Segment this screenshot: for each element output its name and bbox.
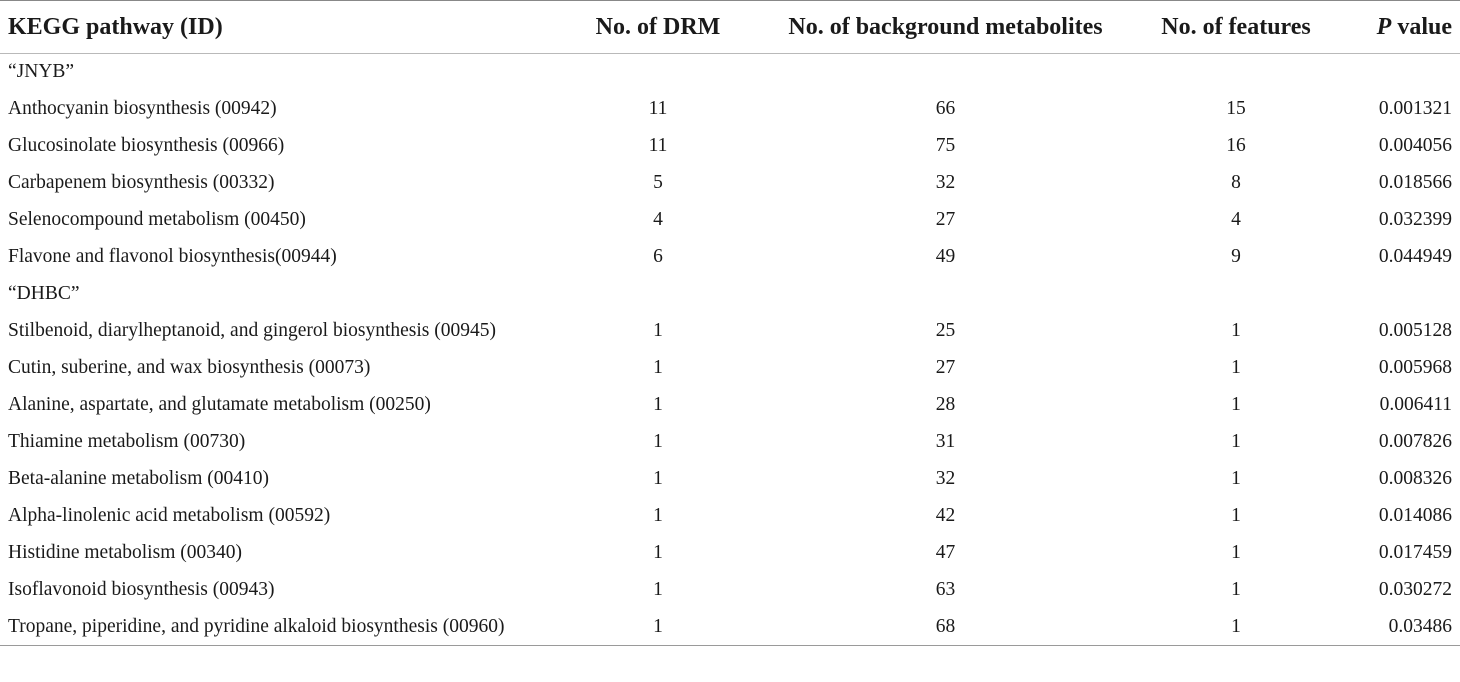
background-count: 66	[935, 97, 956, 119]
header-p-rest: value	[1391, 13, 1452, 40]
feature-count: 1	[1231, 541, 1241, 563]
background-count: 47	[935, 541, 956, 563]
pathway-name: Glucosinolate biosynthesis (00966)	[8, 134, 285, 156]
background-count: 63	[935, 578, 956, 600]
table-row	[0, 90, 1460, 127]
feature-count: 1	[1138, 608, 1334, 646]
group-label: “JNYB”	[8, 61, 75, 82]
group-label-row	[0, 54, 1460, 91]
table-row	[0, 164, 1460, 201]
feature-count: 1	[1231, 430, 1241, 452]
table-row	[0, 497, 1460, 534]
p-value: 0.018566	[1378, 171, 1452, 193]
drm-count: 1	[563, 608, 753, 646]
header-pathway: KEGG pathway (ID)	[0, 1, 563, 54]
header-drm: No. of DRM	[563, 1, 753, 54]
background-count: 27	[935, 356, 956, 378]
table-row	[0, 349, 1460, 386]
p-value: 0.03486	[1334, 608, 1460, 646]
header-background: No. of background metabolites	[753, 1, 1138, 54]
pathway-name: Tropane, piperidine, and pyridine alkaloid biosynthesis (00960)	[0, 608, 563, 646]
drm-count: 1	[653, 430, 663, 452]
drm-count: 1	[653, 393, 663, 415]
feature-count: 1	[1231, 504, 1241, 526]
background-count: 27	[935, 208, 956, 230]
drm-count: 1	[653, 467, 663, 489]
pathway-name: Alpha-linolenic acid metabolism (00592)	[8, 504, 331, 526]
drm-count: 1	[653, 356, 663, 378]
pathway-name: Cutin, suberine, and wax biosynthesis (00073)	[8, 356, 371, 378]
drm-count: 4	[653, 208, 663, 230]
background-count: 49	[935, 245, 956, 267]
table-row	[0, 201, 1460, 238]
pathway-name: Beta-alanine metabolism (00410)	[8, 467, 270, 489]
table-row	[0, 386, 1460, 423]
p-value: 0.006411	[1379, 393, 1452, 415]
table-row	[0, 534, 1460, 571]
table-row	[0, 571, 1460, 608]
feature-count: 15	[1226, 97, 1246, 119]
background-count: 28	[935, 393, 956, 415]
background-count: 25	[935, 319, 956, 341]
p-value: 0.008326	[1378, 467, 1452, 489]
table-row	[0, 238, 1460, 275]
drm-count: 6	[653, 245, 663, 267]
table-row	[0, 608, 1460, 646]
drm-count: 5	[653, 171, 663, 193]
p-value: 0.044949	[1378, 245, 1452, 267]
pathway-name: Anthocyanin biosynthesis (00942)	[8, 97, 277, 119]
feature-count: 1	[1231, 319, 1241, 341]
feature-count: 1	[1231, 356, 1241, 378]
table-row	[0, 423, 1460, 460]
pathway-name: Thiamine metabolism (00730)	[8, 430, 246, 452]
background-count: 68	[753, 608, 1138, 646]
feature-count: 1	[1231, 578, 1241, 600]
pathway-name: Alanine, aspartate, and glutamate metabolism (00250)	[8, 393, 431, 415]
pathway-name: Flavone and flavonol biosynthesis(00944)	[8, 245, 337, 267]
drm-count: 1	[653, 541, 663, 563]
p-value: 0.005128	[1378, 319, 1452, 341]
drm-count: 1	[653, 504, 663, 526]
pathway-name: Histidine metabolism (00340)	[8, 541, 242, 563]
pathway-name: Carbapenem biosynthesis (00332)	[8, 171, 275, 193]
table-row	[0, 312, 1460, 349]
table-body	[0, 54, 1460, 646]
header-row	[0, 1, 1460, 54]
background-count: 75	[935, 134, 956, 156]
header-p-symbol: P	[1376, 13, 1392, 40]
feature-count: 4	[1231, 208, 1241, 230]
feature-count: 1	[1231, 467, 1241, 489]
pathway-name: Stilbenoid, diarylheptanoid, and gingerol biosynthesis (00945)	[8, 319, 496, 341]
p-value: 0.005968	[1378, 356, 1452, 378]
feature-count: 9	[1231, 245, 1241, 267]
drm-count: 11	[648, 134, 668, 156]
background-count: 32	[935, 467, 956, 489]
table-header	[0, 1, 1460, 54]
drm-count: 1	[653, 578, 663, 600]
feature-count: 16	[1226, 134, 1246, 156]
header-features: No. of features	[1138, 1, 1334, 54]
group-label: “DHBC”	[8, 282, 80, 304]
p-value: 0.014086	[1378, 504, 1452, 526]
p-value: 0.001321	[1378, 97, 1452, 119]
feature-count: 1	[1231, 393, 1241, 415]
group-label-row	[0, 275, 1460, 312]
drm-count: 11	[648, 97, 668, 119]
p-value: 0.017459	[1378, 541, 1452, 563]
background-count: 31	[935, 430, 956, 452]
drm-count: 1	[653, 319, 663, 341]
background-count: 42	[935, 504, 956, 526]
p-value: 0.004056	[1378, 134, 1452, 156]
pathway-name: Selenocompound metabolism (00450)	[8, 208, 306, 230]
feature-count: 8	[1231, 171, 1241, 193]
table-row	[0, 460, 1460, 497]
p-value: 0.032399	[1378, 208, 1452, 230]
p-value: 0.007826	[1378, 430, 1452, 452]
pathway-name: Isoflavonoid biosynthesis (00943)	[8, 578, 275, 600]
header-p-value	[1334, 1, 1460, 54]
table-row	[0, 127, 1460, 164]
background-count: 32	[935, 171, 956, 193]
p-value: 0.030272	[1378, 578, 1452, 600]
